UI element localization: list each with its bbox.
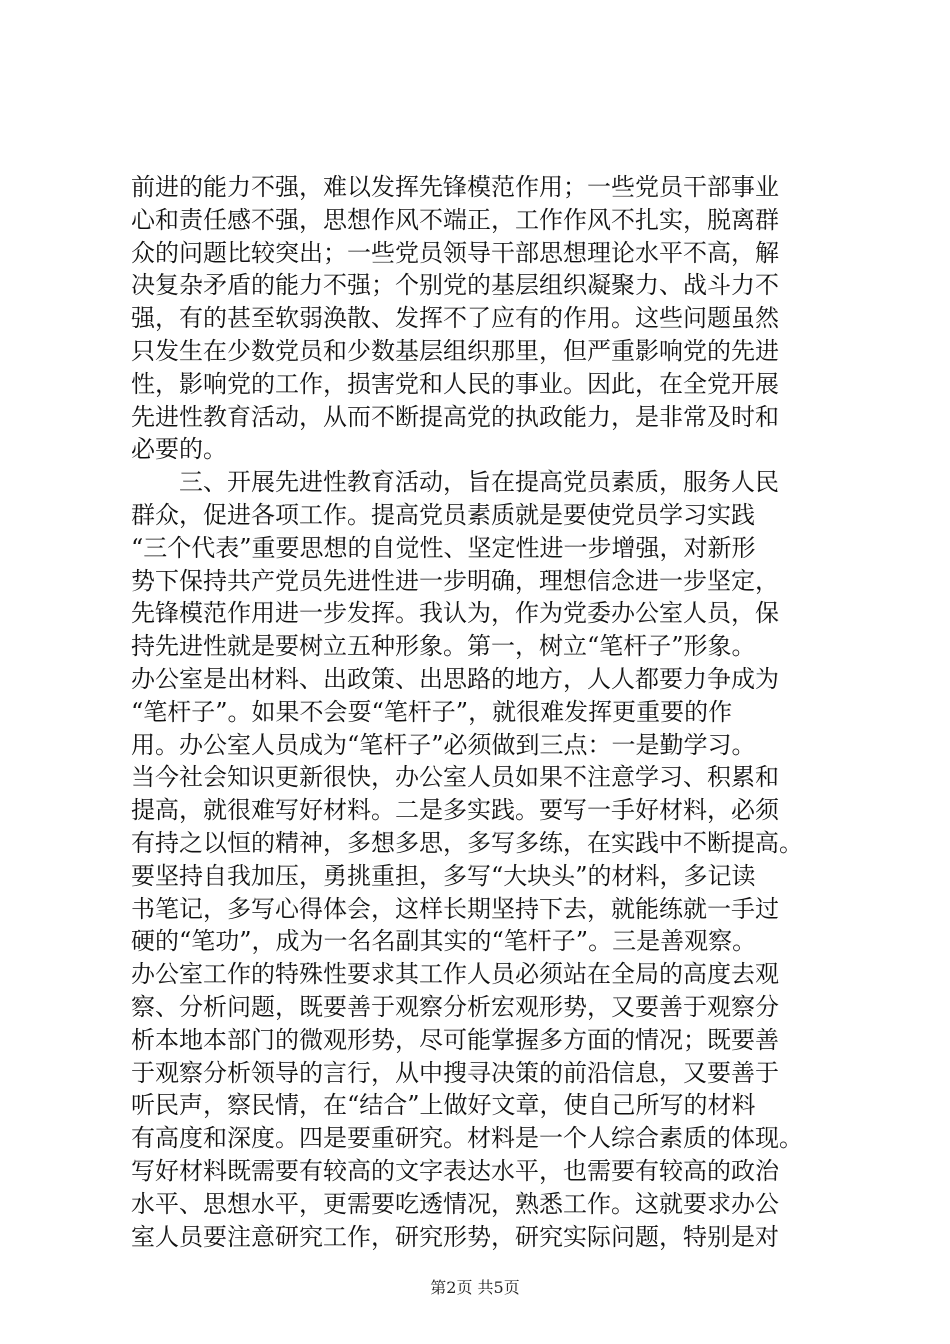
- text-line: 办公室工作的特殊性要求其工作人员必须站在全局的高度去观: [131, 960, 779, 989]
- text-line: “三个代表”重要思想的自觉性、坚定性进一步增强，对新形: [131, 533, 756, 562]
- text-line: 办公室是出材料、出政策、出思路的地方，人人都要力争成为: [131, 664, 779, 693]
- text-line: 群众，促进各项工作。提高党员素质就是要使党员学习实践: [131, 500, 755, 529]
- text-line: 势下保持共产党员先进性进一步明确，理想信念进一步坚定，: [131, 566, 779, 595]
- body-text: [131, 171, 839, 1253]
- text-line: 前进的能力不强，难以发挥先锋模范作用；一些党员干部事业: [131, 173, 779, 201]
- text-line: 室人员要注意研究工作，研究形势，研究实际问题，特别是对: [131, 1222, 779, 1251]
- text-line: 强，有的甚至软弱涣散、发挥不了应有的作用。这些问题虽然: [131, 304, 779, 333]
- text-line: 当今社会知识更新很快，办公室人员如果不注意学习、积累和: [131, 763, 779, 792]
- text-line: 三、开展先进性教育活动，旨在提高党员素质，服务人民: [131, 468, 779, 497]
- text-line: 水平、思想水平，更需要吃透情况，熟悉工作。这就要求办公: [131, 1189, 779, 1218]
- text-line: 用。办公室人员成为“笔杆子”必须做到三点：一是勤学习。: [131, 730, 756, 759]
- text-line: 硬的“笔功”，成为一名名副其实的“笔杆子”。三是善观察。: [131, 927, 757, 956]
- text-line: 有高度和深度。四是要重研究。材料是一个人综合素质的体现。: [131, 1124, 803, 1153]
- text-line: 于观察分析领导的言行，从中搜寻决策的前沿信息，又要善于: [131, 1058, 779, 1087]
- text-line: 先进性教育活动，从而不断提高党的执政能力，是非常及时和: [131, 402, 779, 431]
- text-line: 只发生在少数党员和少数基层组织那里，但严重影响党的先进: [131, 336, 779, 365]
- text-line: 必要的。: [131, 435, 227, 464]
- text-line: 写好材料既需要有较高的文字表达水平，也需要有较高的政治: [131, 1156, 779, 1185]
- text-line: 书笔记，多写心得体会，这样长期坚持下去，就能练就一手过: [131, 894, 779, 923]
- text-line: 性，影响党的工作，损害党和人民的事业。因此，在全党开展: [131, 369, 779, 398]
- text-line: 持先进性就是要树立五种形象。第一，树立“笔杆子”形象。: [131, 632, 756, 661]
- text-line: 听民声，察民情，在“结合”上做好文章，使自己所写的材料: [131, 1091, 756, 1120]
- page-footer: 第2页 共5页: [430, 1278, 520, 1297]
- text-line: 提高，就很难写好材料。二是多实践。要写一手好材料，必须: [131, 796, 779, 825]
- text-line: 众的问题比较突出；一些党员领导干部思想理论水平不高，解: [131, 238, 779, 267]
- text-line: 心和责任感不强，思想作风不端正，工作作风不扎实，脱离群: [131, 205, 779, 234]
- text-line: 析本地本部门的微观形势，尽可能掌握多方面的情况；既要善: [131, 1025, 779, 1054]
- text-line: 有持之以恒的精神，多想多思，多写多练，在实践中不断提高。: [131, 828, 803, 857]
- text-line: 要坚持自我加压，勇挑重担，多写“大块头”的材料，多记读: [131, 861, 756, 890]
- text-line: 决复杂矛盾的能力不强；个别党的基层组织凝聚力、战斗力不: [131, 271, 779, 300]
- text-line: 先锋模范作用进一步发挥。我认为，作为党委办公室人员，保: [131, 599, 779, 628]
- text-line: “笔杆子”。如果不会耍“笔杆子”，就很难发挥更重要的作: [131, 697, 733, 726]
- text-line: 察、分析问题，既要善于观察分析宏观形势，又要善于观察分: [131, 992, 779, 1021]
